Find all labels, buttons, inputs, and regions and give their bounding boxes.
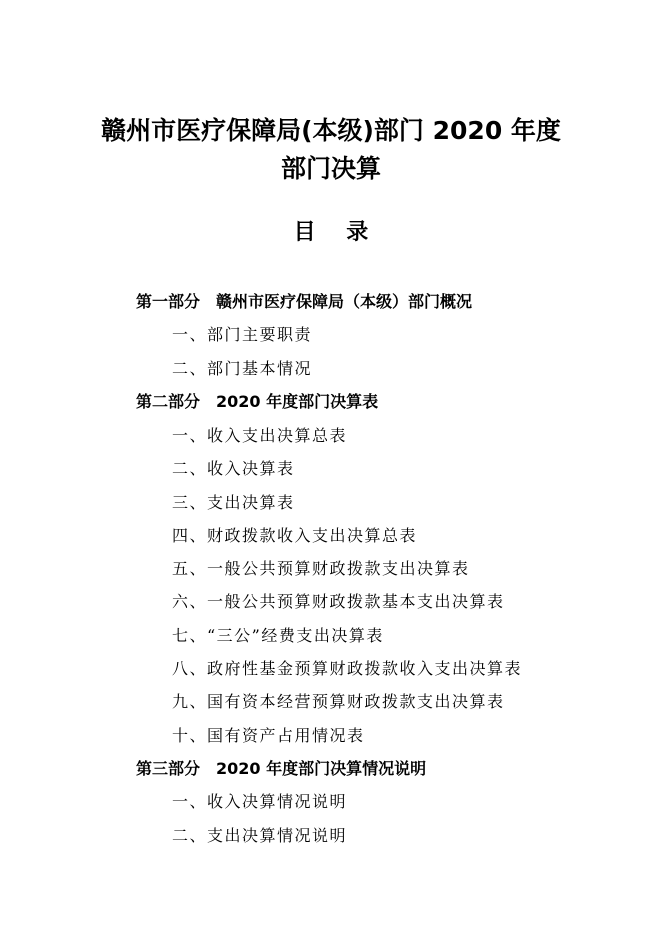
toc-item: 三、支出决算表: [172, 493, 295, 512]
toc-part-2: [136, 391, 378, 413]
toc-item: 七、“三公”经费支出决算表: [172, 626, 384, 645]
toc-part-title: 2020 年度部门决算情况说明: [216, 759, 427, 778]
toc-item: 一、收入决算情况说明: [172, 792, 348, 811]
toc-part-title: 赣州市医疗保障局（本级）部门概况: [216, 292, 473, 311]
toc-item: 二、收入决算表: [172, 459, 295, 478]
toc-part-label: 第一部分: [136, 292, 201, 311]
toc-part-title: 2020 年度部门决算表: [216, 392, 379, 411]
toc-item: 六、一般公共预算财政拨款基本支出决算表: [172, 592, 505, 611]
document-title-line-2: 部门决算: [280, 154, 381, 183]
document-title: [0, 112, 662, 188]
toc-item: 四、财政拨款收入支出决算总表: [172, 526, 418, 545]
toc-part-1: [136, 291, 472, 313]
document-title-line-1: 赣州市医疗保障局(本级)部门 2020 年度: [101, 116, 561, 145]
toc-heading: 目 录: [293, 220, 369, 245]
toc-item: 二、支出决算情况说明: [172, 826, 348, 845]
toc-part-3: [136, 758, 426, 780]
toc-item: 十、国有资产占用情况表: [172, 726, 365, 745]
toc-item: 一、部门主要职责: [172, 325, 313, 344]
toc-item: 八、政府性基金预算财政拨款收入支出决算表: [172, 659, 523, 678]
toc-part-label: 第三部分: [136, 759, 201, 778]
toc-part-label: 第二部分: [136, 392, 201, 411]
toc-item: 九、国有资本经营预算财政拨款支出决算表: [172, 692, 505, 711]
toc-item: 五、一般公共预算财政拨款支出决算表: [172, 559, 470, 578]
toc-item: 一、收入支出决算总表: [172, 426, 348, 445]
toc-item: 二、部门基本情况: [172, 359, 313, 378]
